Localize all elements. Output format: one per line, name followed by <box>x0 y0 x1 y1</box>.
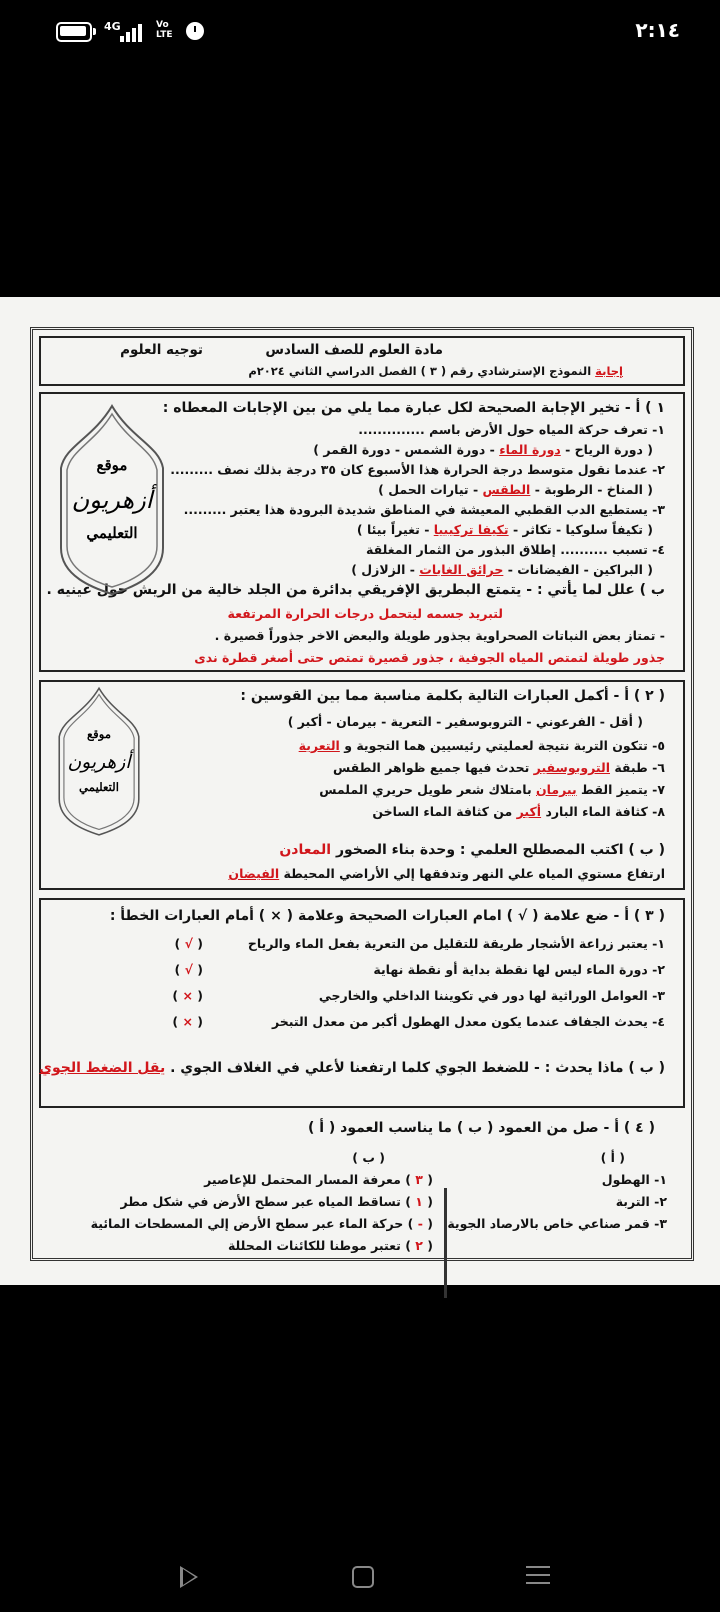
q2-item-6: ٦- طبقة التروبوسفير تحدث فيها جميع ظواهر الطقس <box>333 760 665 775</box>
logo2-line-2: أزهريون <box>67 750 131 773</box>
network-type-label: 4G <box>104 20 121 33</box>
volte-label: Vo LTE <box>156 20 173 40</box>
question-2 <box>39 680 685 890</box>
col-a-item-3: ٣- قمر صناعي خاص بالارصاد الجوية <box>447 1216 667 1231</box>
col-b-item-1: ( ٣ ) معرفة المسار المحتمل للإعاصير <box>204 1172 433 1187</box>
logo-line-2: أزهريون <box>71 486 153 514</box>
q3-mark-2: ( √ ) <box>174 962 203 977</box>
q3-item-4: ٤- يحدث الجفاف عندما يكون معدل الهطول أكبر من معدل التبخر <box>272 1014 665 1029</box>
q3-title: ( ٣ ) أ - ضع علامة ( √ ) امام العبارات الصحيحة وعلامة ( × ) أمام العبارات الخطأ : <box>109 908 665 924</box>
q1b-answer-1: لتبريد جسمه ليتحمل درجات الحرارة المرتفعة <box>227 606 503 621</box>
q1b-line-1: ب ) علل لما يأتي : - يتمتع البطريق الإفريقي بدائرة من الجلد خالية من الريش حول عينيه . <box>46 582 665 598</box>
q3-mark-4: ( × ) <box>172 1014 203 1029</box>
q1-options-3: ( تكيفاً سلوكيا - تكاثر - تكيفا تركيبيا - تغيراً بيئا ) <box>356 522 653 537</box>
q1-options-2: ( المناخ - الرطوبة - الطقس - تيارات الحمل ) <box>378 482 653 497</box>
q1-options-1: ( دورة الرياح - دورة الماء - دورة الشمس - دورة القمر ) <box>313 442 653 457</box>
site-logo <box>53 398 171 598</box>
recents-icon[interactable] <box>526 1564 550 1586</box>
signal-icon <box>118 22 146 42</box>
q1b-answer-2: جذور طويلة لتمتص المياه الجوفية ، جذور قصيرة تمتص حتى أصغر قطرة ندى <box>194 650 665 665</box>
q3-item-1: ١- يعتبر زراعة الأشجار طريقة للتقليل من التعرية بفعل الماء والرياح <box>247 936 665 951</box>
q2b-line-2: ارتفاع مستوي المياه علي النهر وتدفقها إلي الأراضي المحيطة الفيضان <box>228 866 665 881</box>
q2-item-8: ٨- كثافة الماء البارد أكبر من كثافة الماء الساخن <box>372 804 665 819</box>
col-b-item-3: ( - ) حركة الماء عبر سطح الأرض إلي المسطحات المائية <box>90 1216 433 1231</box>
q2b-line-1: ( ب ) اكتب المصطلح العلمي : وحدة بناء الصخور المعادن <box>279 842 665 858</box>
q2-item-7: ٧- يتميز القط بيرمان بامتلاك شعر طويل حريري الملمس <box>319 782 665 797</box>
logo-line-1: موقع <box>96 456 128 474</box>
alarm-icon <box>186 22 204 40</box>
question-3 <box>39 898 685 1108</box>
q2-options: ( أقل - الفرعوني - التروبوسفير - التعرية - بيرمان - أكبر ) <box>287 714 643 729</box>
col-a-header: ( أ ) <box>600 1150 625 1165</box>
clock: ٢:١٤ <box>635 18 680 42</box>
q4-title: ( ٤ ) أ - صل من العمود ( ب ) ما يناسب العمود ( أ ) <box>307 1120 655 1136</box>
q1-item-3: ٣- يستطيع الدب القطبي المعيشة في المناطق شديدة البرودة هذا يعتبر ......... <box>183 502 665 517</box>
logo-line-3: التعليمي <box>86 524 138 542</box>
col-b-header: ( ب ) <box>352 1150 385 1165</box>
q3-item-3: ٣- العوامل الوراثية لها دور في تكويننا الداخلي والخارجي <box>318 988 665 1003</box>
department-title: توجيه العلوم <box>120 342 203 358</box>
question-4 <box>39 1116 685 1256</box>
back-icon[interactable] <box>180 1566 198 1588</box>
worksheet-image <box>0 297 720 1285</box>
logo2-line-1: موقع <box>86 727 112 742</box>
status-bar <box>0 0 720 64</box>
q2-item-5: ٥- تتكون التربة نتيجة لعمليتي رئيسيين هما التجوية و التعرية <box>298 738 665 753</box>
q1-item-1: ١- تعرف حركة المياه حول الأرض باسم .............. <box>358 422 665 437</box>
q3-item-2: ٢- دورة الماء ليس لها نقطة بداية أو نقطة نهاية <box>373 962 665 977</box>
battery-icon <box>56 22 92 42</box>
home-icon[interactable] <box>352 1566 374 1588</box>
logo2-line-3: التعليمي <box>79 780 119 795</box>
q3b-line: ( ب ) ماذا يحدث : - للضغط الجوي كلما ارتفعنا لأعلي في الغلاف الجوي . يقل الضغط الجوي <box>39 1060 665 1076</box>
q1-title: ١ ) أ - تخير الإجابة الصحيحة لكل عبارة مما يلي من بين الإجابات المعطاه : <box>162 400 665 416</box>
col-a-item-1: ١- الهطول <box>601 1172 667 1187</box>
column-divider <box>444 1188 447 1298</box>
col-b-item-2: ( ١ ) تساقط المياه عبر سطح الأرض في شكل مطر <box>120 1194 433 1209</box>
header-box <box>39 336 685 386</box>
subject-title: مادة العلوم للصف السادس <box>265 342 443 358</box>
question-1 <box>39 392 685 672</box>
q1-item-2: ٢- عندما نقول متوسط درجة الحرارة هذا الأسبوع كان ٣٥ درجة بذلك نصف ......... <box>170 462 665 477</box>
q3-mark-1: ( √ ) <box>174 936 203 951</box>
q1b-item-2: - تمتاز بعض النباتات الصحراوية بجذور طويلة والبعض الاخر جذوراً قصيرة . <box>214 628 665 643</box>
page-border <box>30 327 694 1261</box>
q1-item-4: ٤- تسبب .......... إطلاق البذور من الثمار المغلقة <box>366 542 665 557</box>
col-a-item-2: ٢- التربة <box>615 1194 667 1209</box>
q1-options-4: ( البراكين - الفيضانات - حرائق الغابات - الزلازل ) <box>351 562 653 577</box>
q3-mark-3: ( × ) <box>172 988 203 1003</box>
col-b-item-4: ( ٢ ) تعتبر موطنا للكائنات المحللة <box>227 1238 433 1253</box>
site-logo-2 <box>53 682 145 838</box>
model-line: إجابة النموذج الإسترشادي رقم ( ٣ ) الفصل الدراسي الثاني ٢٠٢٤م <box>248 364 623 378</box>
q2-title: ( ٢ ) أ - أكمل العبارات التالية بكلمة مناسبة مما بين القوسين : <box>240 688 665 704</box>
